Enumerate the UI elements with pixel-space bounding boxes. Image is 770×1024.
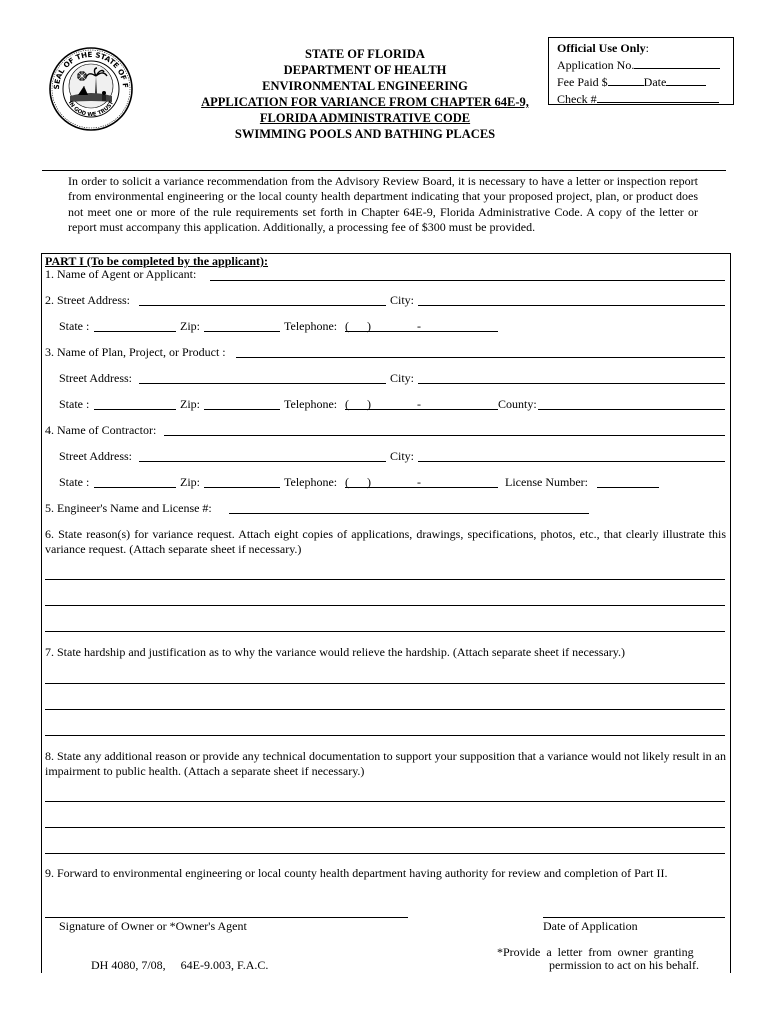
hardship-line-3[interactable] xyxy=(45,735,725,736)
project-street-label: Street Address: xyxy=(59,371,132,385)
contractor-zip-input[interactable] xyxy=(204,487,280,488)
fee-paid-field[interactable]: Fee Paid $ Date xyxy=(557,73,733,90)
seal-graphic xyxy=(48,46,134,132)
florida-state-seal xyxy=(48,46,134,132)
check-number-field[interactable]: Check # xyxy=(557,90,733,107)
header-division: ENVIRONMENTAL ENGINEERING xyxy=(262,79,468,93)
contractor-telephone-open: ( xyxy=(345,475,349,489)
form-identifier: DH 4080, 7/08, 64E-9.003, F.A.C. xyxy=(91,958,269,972)
project-telephone-label: Telephone: xyxy=(284,397,338,411)
fee-paid-blank[interactable] xyxy=(608,73,644,86)
contractor-city-input[interactable] xyxy=(418,461,725,462)
part1-box xyxy=(41,253,731,973)
contractor-telephone-dash: - xyxy=(417,475,421,489)
additional-reason-line-3[interactable] xyxy=(45,853,725,854)
header-state: STATE OF FLORIDA xyxy=(305,47,425,61)
q1-label: 1. Name of Agent or Applicant: xyxy=(45,267,197,281)
q8-label: 8. State any additional reason or provide any technical documentation to support your supposition that a variance would not likely result in an impairment to public health. (Attach a separate sheet if necessary.) xyxy=(45,749,726,778)
header-code: FLORIDA ADMINISTRATIVE CODE xyxy=(259,111,471,125)
project-state-input[interactable] xyxy=(94,409,176,410)
hardship-line-2[interactable] xyxy=(45,709,725,710)
engineer-input[interactable] xyxy=(229,513,589,514)
applicant-zip-label: Zip: xyxy=(180,319,200,333)
project-city-label: City: xyxy=(390,371,415,385)
contractor-street-input[interactable] xyxy=(139,461,386,462)
applicant-state-input[interactable] xyxy=(94,331,176,332)
q7-label: 7. State hardship and justification as to why the variance would relieve the hardship. (Attach separate sheet if necessary.) xyxy=(45,645,626,659)
fee-date-blank[interactable] xyxy=(666,73,706,86)
contractor-state-label: State : xyxy=(59,475,90,489)
contractor-telephone-label: Telephone: xyxy=(284,475,338,489)
contractor-street-label: Street Address: xyxy=(59,449,132,463)
applicant-telephone-input[interactable] xyxy=(345,331,498,332)
project-state-label: State : xyxy=(59,397,90,411)
project-telephone-open: ( xyxy=(345,397,349,411)
header-subject: SWIMMING POOLS AND BATHING PLACES xyxy=(234,127,496,141)
applicant-name-input[interactable] xyxy=(210,280,725,281)
signature-label: Signature of Owner or *Owner's Agent xyxy=(59,919,247,933)
additional-reason-line-1[interactable] xyxy=(45,801,725,802)
application-no-field[interactable]: Application No. xyxy=(557,56,733,73)
header-department: DEPARTMENT OF HEALTH xyxy=(283,63,447,77)
q2-label: 2. Street Address: xyxy=(45,293,130,307)
header-application-title: APPLICATION FOR VARIANCE FROM CHAPTER 64E-9, xyxy=(201,95,529,109)
applicant-street-input[interactable] xyxy=(139,305,386,306)
variance-reason-line-1[interactable] xyxy=(45,579,725,580)
project-county-input[interactable] xyxy=(538,409,725,410)
project-city-input[interactable] xyxy=(418,383,725,384)
project-county-label: County: xyxy=(498,397,537,411)
part1-title: PART I (To be completed by the applicant): xyxy=(45,254,269,268)
q9-label: 9. Forward to environmental engineering or local county health department having authority for review and completion of Part II. xyxy=(45,866,668,880)
applicant-city-label: City: xyxy=(390,293,415,307)
license-number-label: License Number: xyxy=(505,475,588,489)
contractor-zip-label: Zip: xyxy=(180,475,200,489)
contractor-telephone-input[interactable] xyxy=(345,487,498,488)
owner-letter-note-line1: *Provide a letter from owner granting xyxy=(497,945,694,959)
hardship-line-1[interactable] xyxy=(45,683,725,684)
applicant-zip-input[interactable] xyxy=(204,331,280,332)
svg-text:GREAT SEAL OF THE STATE OF FLO: SEAL OF THE STATE OF F xyxy=(51,49,131,90)
project-zip-input[interactable] xyxy=(204,409,280,410)
svg-text:IN GOD WE TRUST: IN GOD WE TRUST xyxy=(66,100,116,119)
contractor-state-input[interactable] xyxy=(94,487,176,488)
variance-reason-line-3[interactable] xyxy=(45,631,725,632)
applicant-telephone-close: ) xyxy=(367,319,371,333)
additional-reason-line-2[interactable] xyxy=(45,827,725,828)
q3-label: 3. Name of Plan, Project, or Product : xyxy=(45,345,226,359)
q4-label: 4. Name of Contractor: xyxy=(45,423,157,437)
project-name-input[interactable] xyxy=(236,357,725,358)
owner-letter-note-line2: permission to act on his behalf. xyxy=(549,958,699,972)
intro-paragraph: In order to solicit a variance recommendation from the Advisory Review Board, it is necessary to have a letter or inspection report from environmental engineering or the local county health department indicating that your proposed project, plan, or product does not meet one or more of the rule requirements set forth in Chapter 64E-9, Florida Administrative Code. A copy of the letter or report must accompany this application. Additionally, a processing fee of $300 must be provided. xyxy=(68,174,698,234)
project-telephone-dash: - xyxy=(417,397,421,411)
header-rule xyxy=(42,170,726,171)
applicant-telephone-dash: - xyxy=(417,319,421,333)
official-use-title: Official Use Only: xyxy=(557,41,650,55)
project-telephone-input[interactable] xyxy=(345,409,498,410)
signature-line[interactable] xyxy=(45,917,408,918)
project-telephone-close: ) xyxy=(367,397,371,411)
project-street-input[interactable] xyxy=(139,383,386,384)
license-number-input[interactable] xyxy=(597,487,659,488)
date-of-application-line[interactable] xyxy=(543,917,725,918)
check-number-blank[interactable] xyxy=(597,90,719,103)
applicant-telephone-open: ( xyxy=(345,319,349,333)
applicant-state-label: State : xyxy=(59,319,90,333)
form-header xyxy=(190,46,540,142)
q5-label: 5. Engineer's Name and License #: xyxy=(45,501,212,515)
applicant-city-input[interactable] xyxy=(418,305,725,306)
applicant-telephone-label: Telephone: xyxy=(284,319,338,333)
project-zip-label: Zip: xyxy=(180,397,200,411)
date-of-application-label: Date of Application xyxy=(543,919,638,933)
variance-reason-line-2[interactable] xyxy=(45,605,725,606)
contractor-name-input[interactable] xyxy=(164,435,725,436)
official-use-box xyxy=(548,37,734,105)
q6-label: 6. State reason(s) for variance request. Attach eight copies of applications, drawings, specifications, photos, etc., that clearly illustrate this variance request. (Attach separate sheet if necessary.) xyxy=(45,527,726,556)
contractor-telephone-close: ) xyxy=(367,475,371,489)
application-no-blank[interactable] xyxy=(634,56,720,69)
contractor-city-label: City: xyxy=(390,449,415,463)
